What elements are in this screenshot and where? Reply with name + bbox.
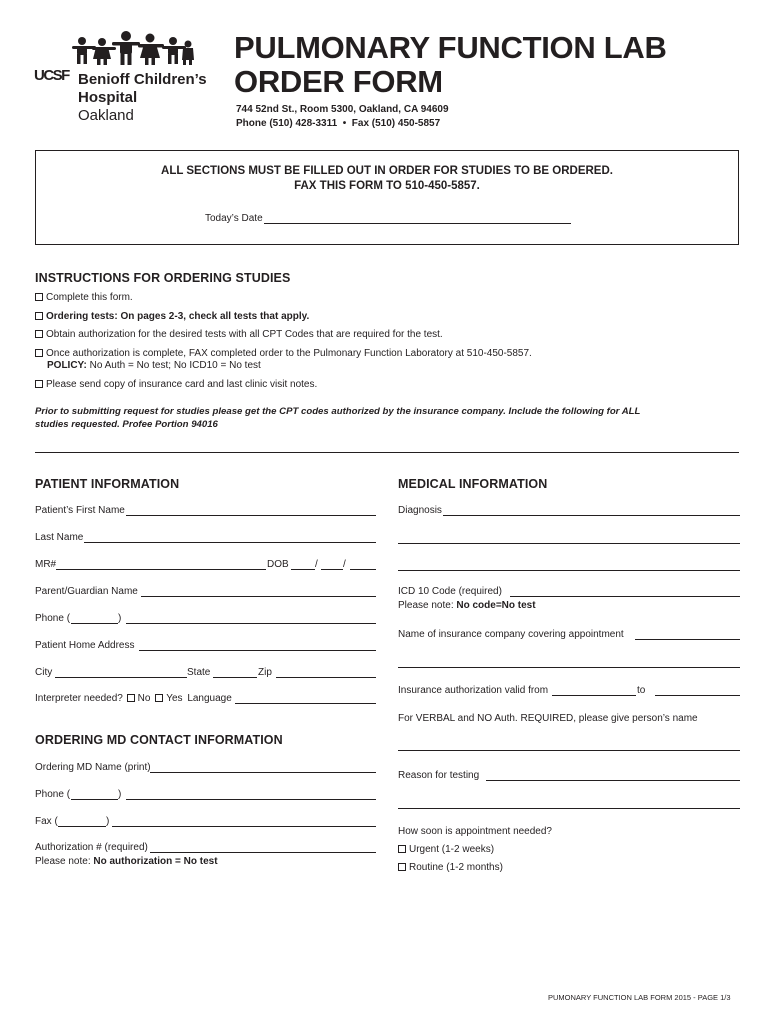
dob-month-field[interactable]	[291, 559, 315, 570]
guardian-field[interactable]	[141, 586, 376, 597]
checkbox-icon[interactable]	[35, 312, 43, 320]
interpreter-yes-checkbox[interactable]	[155, 694, 163, 702]
urgent-option[interactable]: Urgent (1-2 weeks)	[398, 844, 494, 856]
checkbox-icon[interactable]	[35, 330, 43, 338]
dob-day-field[interactable]	[321, 559, 343, 570]
lab-phone-fax: Phone (510) 428-3311 • Fax (510) 450-5857	[236, 118, 441, 129]
hospital-name-line1: Benioff Children’s	[78, 71, 207, 88]
ordering-md-heading: ORDERING MD CONTACT INFORMATION	[35, 733, 283, 747]
urgent-checkbox[interactable]	[398, 845, 406, 853]
md-fax-field[interactable]	[112, 816, 376, 827]
md-phone-area-field[interactable]	[71, 789, 118, 800]
first-name-label: Patient’s First Name	[35, 505, 125, 516]
auth-valid-from-field[interactable]	[552, 685, 636, 696]
ucsf-wordmark: UCSF	[34, 67, 69, 84]
patient-phone-label: Phone (	[35, 613, 71, 624]
insurance-line-2[interactable]	[398, 667, 740, 668]
zip-label: Zip	[258, 667, 272, 678]
diagnosis-line-2[interactable]	[398, 543, 740, 544]
md-name-label: Ordering MD Name (print)	[35, 762, 151, 773]
state-label: State	[187, 667, 211, 678]
form-title-line1: PULMONARY FUNCTION LAB	[234, 30, 667, 65]
children-figures-icon	[72, 30, 194, 66]
interpreter-label: Interpreter needed?	[35, 693, 123, 704]
authorization-field[interactable]	[150, 842, 376, 853]
md-phone-field[interactable]	[126, 789, 376, 800]
how-soon-label: How soon is appointment needed?	[398, 826, 552, 837]
authorization-note: Please note: No authorization = No test	[35, 856, 218, 867]
notice-line1: ALL SECTIONS MUST BE FILLED OUT IN ORDER FOR STUDIES TO BE ORDERED.	[161, 165, 613, 177]
diagnosis-field[interactable]	[443, 505, 740, 516]
patient-phone-area-field[interactable]	[71, 613, 118, 624]
checkbox-icon[interactable]	[35, 380, 43, 388]
auth-valid-label: Insurance authorization valid from	[398, 685, 549, 696]
interpreter-no-checkbox[interactable]	[127, 694, 135, 702]
checkbox-icon[interactable]	[35, 349, 43, 357]
routine-option[interactable]: Routine (1-2 months)	[398, 862, 503, 874]
icd-code-label: ICD 10 Code (required)	[398, 586, 502, 597]
instruction-item-1: Complete this form.	[35, 292, 133, 304]
interpreter-no-label: No	[137, 693, 151, 704]
home-address-field[interactable]	[139, 640, 376, 651]
page-footer: PUMONARY FUNCTION LAB FORM 2015 - PAGE 1/3	[548, 993, 731, 1002]
instruction-item-3: Obtain authorization for the desired tests with all CPT Codes that are required for the test.	[35, 329, 443, 341]
hospital-name-line2: Hospital	[78, 89, 138, 106]
patient-phone-field[interactable]	[126, 613, 376, 624]
form-title-line2: ORDER FORM	[234, 64, 443, 99]
medical-info-heading: MEDICAL INFORMATION	[398, 477, 548, 491]
language-field[interactable]	[235, 693, 376, 704]
state-field[interactable]	[213, 667, 257, 678]
section-divider	[35, 452, 739, 453]
md-name-field[interactable]	[150, 762, 376, 773]
notice-box	[35, 150, 739, 245]
instruction-item-2: Ordering tests: On pages 2-3, check all tests that apply.	[35, 311, 309, 323]
reason-line-2[interactable]	[398, 808, 740, 809]
routine-checkbox[interactable]	[398, 863, 406, 871]
todays-date-field[interactable]	[264, 213, 571, 224]
md-phone-label: Phone (	[35, 789, 71, 800]
md-fax-label: Fax (	[35, 816, 58, 827]
auth-valid-to-label: to	[637, 685, 646, 696]
authorization-label: Authorization # (required)	[35, 842, 148, 853]
reason-label: Reason for testing	[398, 770, 480, 781]
dob-year-field[interactable]	[350, 559, 376, 570]
auth-valid-to-field[interactable]	[655, 685, 740, 696]
cpt-note-line2: studies requested. Profee Portion 94016	[35, 419, 218, 430]
patient-info-heading: PATIENT INFORMATION	[35, 477, 180, 491]
instructions-heading: INSTRUCTIONS FOR ORDERING STUDIES	[35, 271, 291, 285]
diagnosis-line-3[interactable]	[398, 570, 740, 571]
reason-field[interactable]	[486, 770, 740, 781]
verbal-auth-label: For VERBAL and NO Auth. REQUIRED, please give person’s name	[398, 713, 698, 724]
notice-line2: FAX THIS FORM TO 510-450-5857.	[294, 180, 480, 192]
last-name-label: Last Name	[35, 532, 84, 543]
city-label: City	[35, 667, 53, 678]
checkbox-icon[interactable]	[35, 293, 43, 301]
hospital-name-line3: Oakland	[78, 107, 134, 124]
todays-date-label: Today’s Date	[205, 213, 263, 224]
language-label: Language	[187, 693, 232, 704]
md-phone-close: )	[118, 789, 122, 800]
dob-slash-2: /	[343, 559, 346, 570]
dob-slash-1: /	[315, 559, 318, 570]
icd-note: Please note: No code=No test	[398, 600, 536, 611]
cpt-note-line1: Prior to submitting request for studies please get the CPT codes authorized by the insurance company. Include the following for ALL	[35, 406, 641, 417]
zip-field[interactable]	[276, 667, 376, 678]
first-name-field[interactable]	[126, 505, 376, 516]
guardian-label: Parent/Guardian Name	[35, 586, 138, 597]
instruction-item-4: Once authorization is complete, FAX completed order to the Pulmonary Function Laboratory at 510-450-5857.	[35, 348, 532, 360]
md-fax-area-field[interactable]	[58, 816, 106, 827]
policy-label: POLICY:	[47, 360, 87, 371]
home-address-label: Patient Home Address	[35, 640, 135, 651]
hospital-logo	[34, 30, 234, 130]
interpreter-row	[35, 693, 232, 705]
patient-phone-close: )	[118, 613, 122, 624]
insurance-field[interactable]	[635, 629, 740, 640]
instruction-item-5: Please send copy of insurance card and last clinic visit notes.	[35, 379, 317, 391]
mr-label: MR#	[35, 559, 57, 570]
interpreter-yes-label: Yes	[166, 693, 183, 704]
icd-code-field[interactable]	[510, 586, 740, 597]
city-field[interactable]	[55, 667, 187, 678]
md-fax-close: )	[106, 816, 110, 827]
lab-address: 744 52nd St., Room 5300, Oakland, CA 94609	[236, 104, 449, 115]
last-name-field[interactable]	[84, 532, 376, 543]
diagnosis-label: Diagnosis	[398, 505, 442, 516]
mr-field[interactable]	[56, 559, 266, 570]
insurance-label: Name of insurance company covering appointment	[398, 629, 624, 640]
policy-text: No Auth = No test; No ICD10 = No test	[86, 360, 261, 371]
dob-label: DOB	[267, 559, 289, 570]
policy-line	[47, 360, 261, 372]
verbal-auth-field[interactable]	[398, 750, 740, 751]
